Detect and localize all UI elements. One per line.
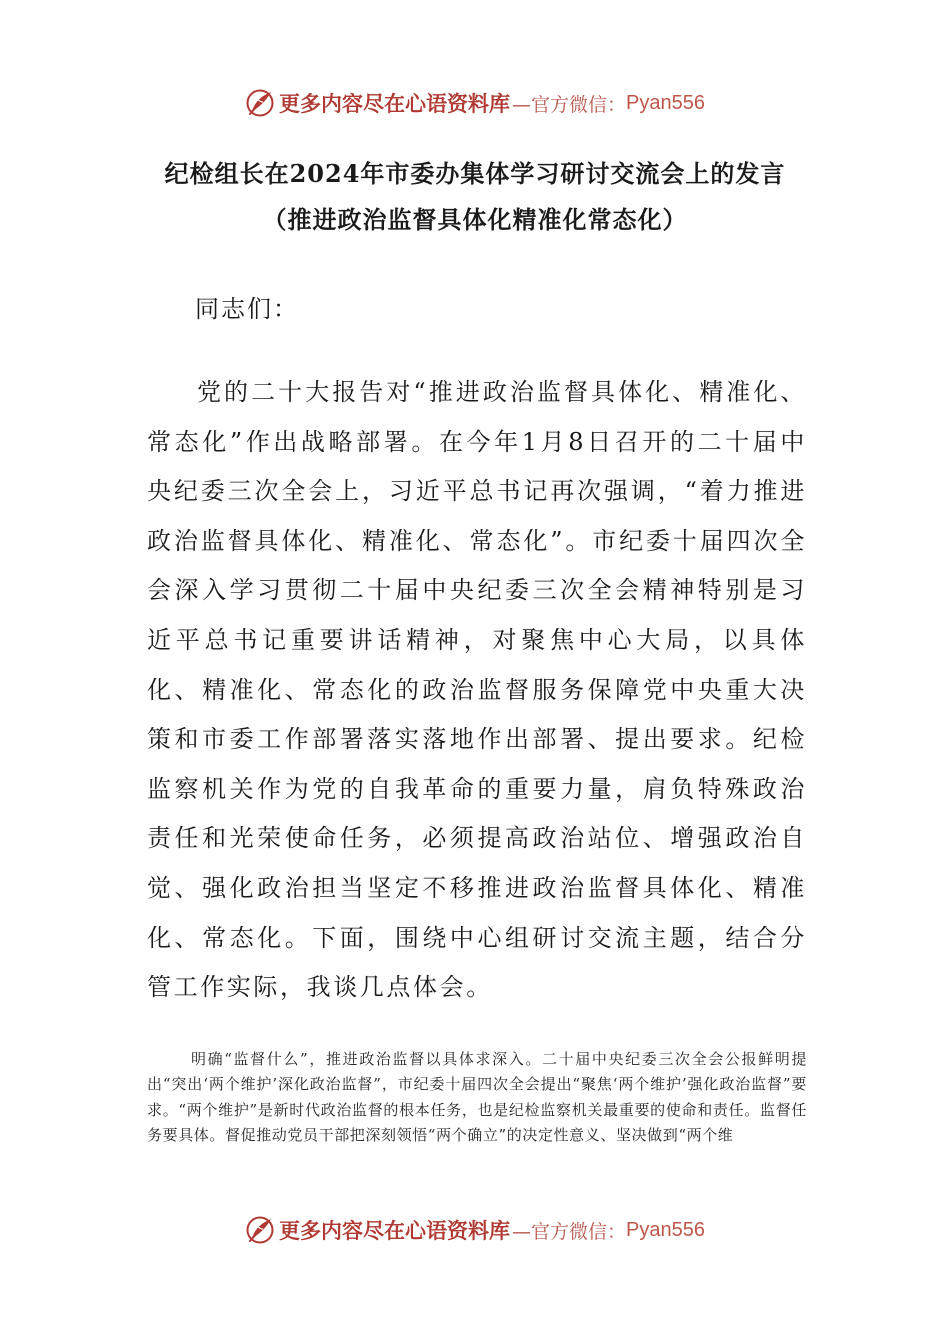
greeting: 同志们： xyxy=(195,295,299,323)
banner-main-text: 更多内容尽在心语资料库 xyxy=(279,1218,510,1243)
quill-logo-icon xyxy=(245,1215,275,1245)
paragraph-section-one: 明确“监督什么”，推进政治监督以具体求深入。二十届中央纪委三次全会公报鲜明提出“突出‘两个维护’深化政治监督”，市纪委十届四次全会提出“聚焦‘两个维护’强化政治监督”要求。“两个维护”是新时代政治监督的根本任务，也是纪检监察机关最重要的使命和责任。监督任务要具体。督促推动党员干部把深刻领悟“两个确立”的决定性意义、坚决做到“两个维 xyxy=(147,1050,807,1145)
document-subtitle: （推进政治监督具体化精准化常态化） xyxy=(262,205,688,234)
paragraph-intro: 党的二十大报告对“推进政治监督具体化、精准化、常态化”作出战略部署。在今年1月8日召开的二十届中央纪委三次全会上，习近平总书记再次强调，“着力推进政治监督具体化、精准化、常态化”。市纪委十届四次全会深入学习贯彻二十届中央纪委三次全会精神特别是习近平总书记重要讲话精神，对聚焦中心大局，以具体化、精准化、常态化的政治监督服务保障党中央重大决策和市委工作部署落实落地作出部署、提出要求。纪检监察机关作为党的自我革命的重要力量，肩负特殊政治责任和光荣使命任务，必须提高政治站位、增强政治自觉、强化政治担当坚定不移推进政治监督具体化、精准化、常态化。下面，围绕中心组研讨交流主题，结合分管工作实际，我谈几点体会。 xyxy=(147,378,807,1002)
banner-wechat-id: Pyan556 xyxy=(626,91,705,114)
banner-wechat-id: Pyan556 xyxy=(626,1218,705,1241)
quill-logo-icon xyxy=(245,88,275,118)
footer-banner xyxy=(0,1210,950,1250)
header-banner xyxy=(0,83,950,123)
document-title: 纪检组长在2024年市委办集体学习研讨交流会上的发言 xyxy=(164,159,786,188)
banner-wechat-label: —官方微信： xyxy=(512,1220,627,1243)
banner-wechat-label: —官方微信： xyxy=(512,93,627,116)
banner-main-text: 更多内容尽在心语资料库 xyxy=(279,91,510,116)
